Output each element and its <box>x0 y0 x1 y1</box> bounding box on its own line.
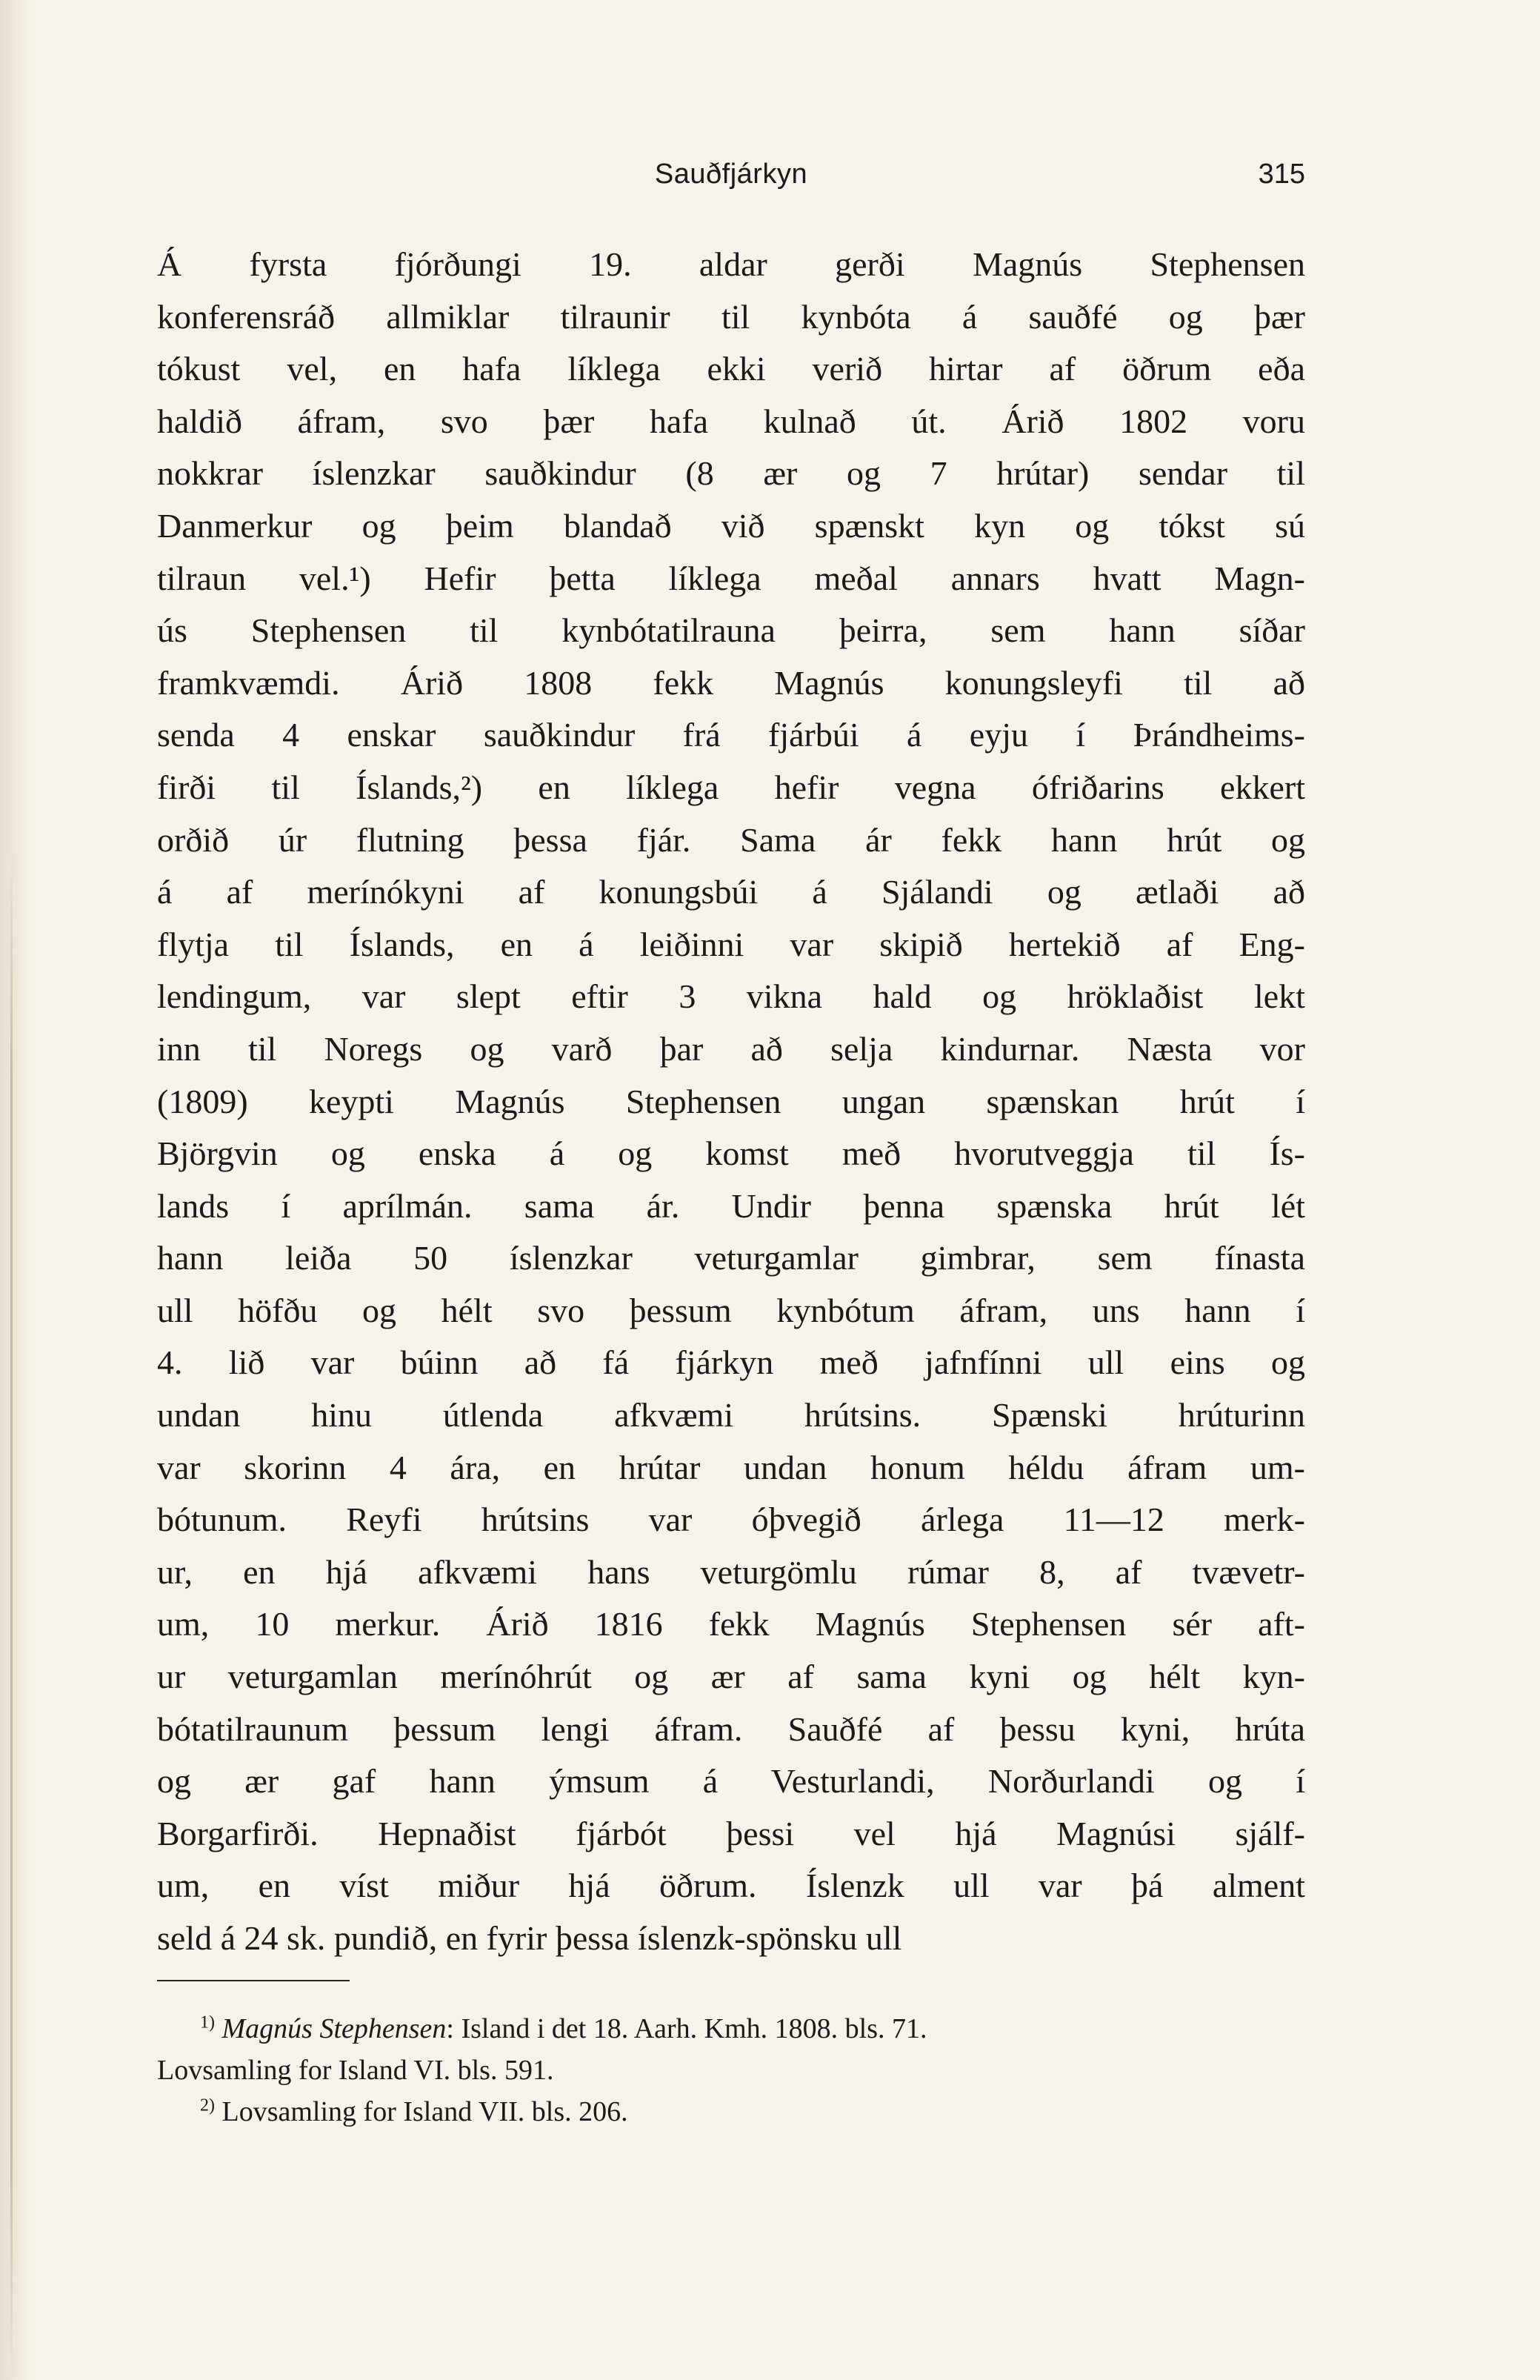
footnote-author: Magnús Stephensen <box>221 2013 447 2044</box>
text-line: senda 4 enskar sauðkindur frá fjárbúi á eyju í Þrándheims- <box>157 716 1305 754</box>
text-line: ur veturgamlan merínóhrút og ær af sama kyni og hélt kyn- <box>157 1658 1305 1696</box>
footnote-text: : Island i det 18. Aarh. Kmh. 1808. bls. 71. <box>446 2013 927 2044</box>
text-line: undan hinu útlenda afkvæmi hrútsins. Spænski hrúturinn <box>157 1396 1305 1435</box>
running-header <box>157 152 1305 196</box>
text-line: og ær gaf hann ýmsum á Vesturlandi, Norðurlandi og í <box>157 1762 1305 1801</box>
text-line: Borgarfirði. Hepnaðist fjárbót þessi vel hjá Magnúsi sjálf- <box>157 1814 1305 1852</box>
text-line: 4. lið var búinn að fá fjárkyn með jafnfínni ull eins og <box>157 1343 1305 1382</box>
text-line: lands í aprílmán. sama ár. Undir þenna spænska hrút lét <box>157 1186 1305 1225</box>
text-line: ur, en hjá afkvæmi hans veturgömlu rúmar 8, af tvævetr- <box>157 1552 1305 1591</box>
text-line: Björgvin og enska á og komst með hvorutveggja til Ís- <box>157 1134 1305 1173</box>
text-line: haldið áfram, svo þær hafa kulnað út. Árið 1802 voru <box>157 402 1305 440</box>
footnote-marker: 2) <box>200 2095 215 2115</box>
page-number: 315 <box>1258 159 1305 190</box>
running-title: Sauðfjárkyn <box>654 159 808 190</box>
text-line: var skorinn 4 ára, en hrútar undan honum héldu áfram um- <box>157 1448 1305 1486</box>
footnote-rule <box>157 1980 350 1981</box>
text-line: á af merínókyni af konungsbúi á Sjálandi og ætlaði að <box>157 873 1305 911</box>
footnotes <box>157 2008 1305 2133</box>
body-text <box>157 239 1305 1965</box>
text-line: bótunum. Reyfi hrútsins var óþvegið árlega 11—12 merk- <box>157 1500 1305 1539</box>
text-line: ull höfðu og hélt svo þessum kynbótum áfram, uns hann í <box>157 1291 1305 1329</box>
text-line: (1809) keypti Magnús Stephensen ungan spænskan hrút í <box>157 1082 1305 1120</box>
text-line: tilraun vel.¹) Hefir þetta líklega meðal annars hvatt Magn- <box>157 559 1305 597</box>
text-line: lendingum, var slept eftir 3 vikna hald og hröklaðist lekt <box>157 977 1305 1016</box>
text-line: bótatilraunum þessum lengi áfram. Sauðfé af þessu kyni, hrúta <box>157 1709 1305 1748</box>
text-line: um, en víst miður hjá öðrum. Íslenzk ull var þá alment <box>157 1867 1305 1905</box>
footnote-2 <box>157 2091 1305 2133</box>
footnote-text: Lovsamling for Island VII. bls. 206. <box>221 2096 628 2127</box>
text-line: orðið úr flutning þessa fjár. Sama ár fekk hann hrút og <box>157 820 1305 859</box>
page-edge-shadow <box>0 0 33 2380</box>
text-line: inn til Noregs og varð þar að selja kindurnar. Næsta vor <box>157 1029 1305 1068</box>
text-line: konferensráð allmiklar tilraunir til kynbóta á sauðfé og þær <box>157 297 1305 336</box>
text-line: Á fyrsta fjórðungi 19. aldar gerði Magnús Stephensen <box>157 245 1305 283</box>
text-line: tókust vel, en hafa líklega ekki verið hirtar af öðrum eða <box>157 350 1305 388</box>
text-line: ús Stephensen til kynbótatilrauna þeirra, sem hann síðar <box>157 611 1305 650</box>
text-line: nokkrar íslenzkar sauðkindur (8 ær og 7 hrútar) sendar til <box>157 454 1305 493</box>
text-line: um, 10 merkur. Árið 1816 fekk Magnús Stephensen sér aft- <box>157 1605 1305 1643</box>
footnote-marker: 1) <box>200 2012 215 2032</box>
text-line: Danmerkur og þeim blandað við spænskt kyn og tókst sú <box>157 506 1305 545</box>
text-line: hann leiða 50 íslenzkar veturgamlar gimbrar, sem fínasta <box>157 1239 1305 1277</box>
text-line: framkvæmdi. Árið 1808 fekk Magnús konungsleyfi til að <box>157 663 1305 702</box>
footnote-1-continued: Lovsamling for Island VI. bls. 591. <box>157 2055 554 2086</box>
text-line: seld á 24 sk. pundið, en fyrir þessa íslenzk-spönsku ull <box>157 1919 902 1957</box>
binding-line <box>10 852 13 2379</box>
text-line: firði til Íslands,²) en líklega hefir vegna ófriðarins ekkert <box>157 768 1305 806</box>
footnote-1 <box>157 2008 1305 2050</box>
text-line: flytja til Íslands, en á leiðinni var skipið hertekið af Eng- <box>157 925 1305 963</box>
